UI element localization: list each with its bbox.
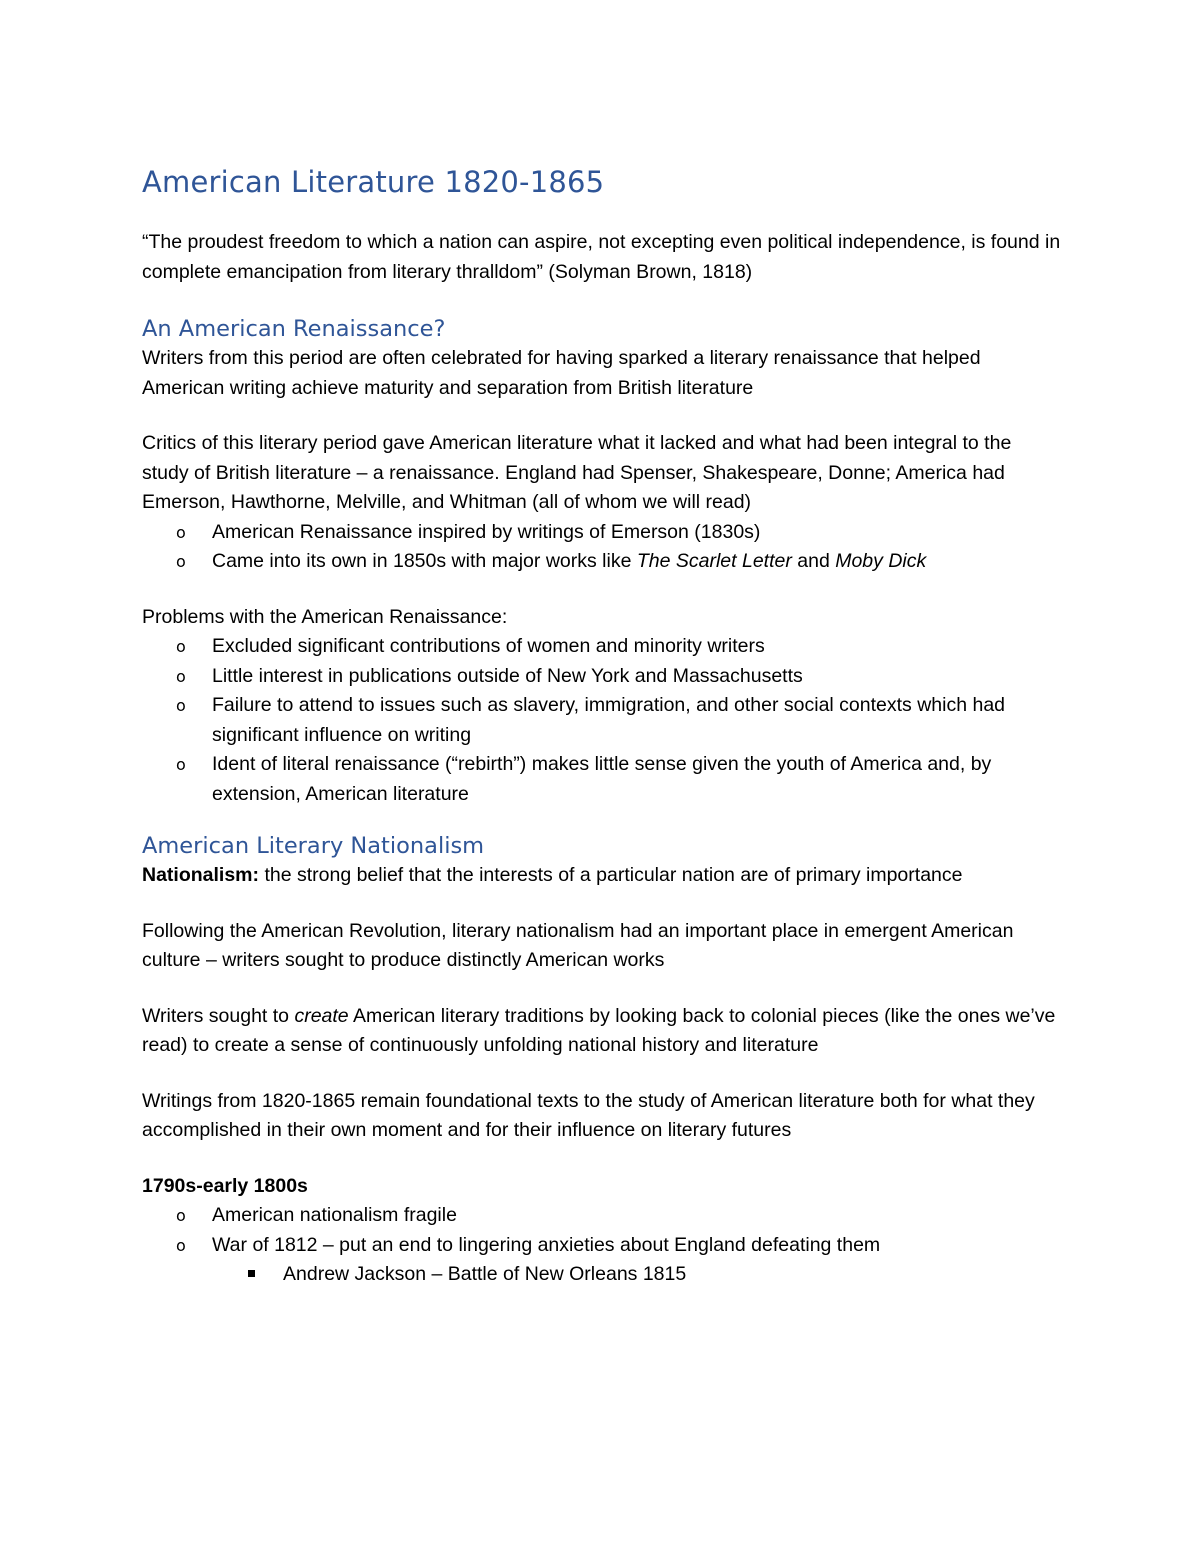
- list-item: [142, 1260, 1062, 1290]
- problems-bullet-list: [142, 632, 1062, 809]
- spacer: [142, 577, 1062, 603]
- nationalism-paragraph-2: [142, 1002, 1062, 1061]
- renaissance-paragraph-1: Writers from this period are often celebrated for having sparked a literary renaissance that helped American writing achieve maturity and separation from British literature: [142, 347, 981, 399]
- nationalism-paragraph-1: Following the American Revolution, literary nationalism had an important place in emergent American culture – writers sought to produce distinctly American works: [142, 919, 1014, 971]
- list-item: [142, 518, 1062, 548]
- spacer: [142, 403, 1062, 429]
- list-item: [142, 662, 1062, 692]
- spacer: [142, 1061, 1062, 1087]
- square-bullet-icon: [248, 1270, 255, 1277]
- circle-bullet-icon: o: [176, 666, 186, 686]
- spacer: [142, 809, 1062, 831]
- circle-bullet-icon: o: [176, 522, 186, 542]
- circle-bullet-icon: o: [176, 1206, 186, 1225]
- nationalism-paragraph-3: Writings from 1820-1865 remain foundational texts to the study of American literature both for what they accomplished in their own moment and for their influence on literary futures: [142, 1089, 1035, 1141]
- renaissance-paragraph-2: Critics of this literary period gave American literature what it lacked and what had been integral to the study of British literature – a renaissance. England had Spenser, Shakespeare, Donne; America had Emerson, Hawthorne, Melville, and Whitman (all of whom we will read): [142, 432, 1012, 513]
- circle-bullet-icon: o: [176, 637, 186, 656]
- list-item: [142, 547, 1062, 577]
- circle-bullet-icon: o: [176, 552, 186, 571]
- list-item-text: Came into its own in 1850s with major works like: [212, 550, 637, 572]
- list-item-text: Failure to attend to issues such as slavery, immigration, and other social contexts which had significant influence on writing: [212, 694, 1006, 746]
- circle-bullet-icon: o: [176, 1235, 186, 1255]
- page-title: American Literature 1820-1865: [142, 165, 605, 199]
- epigraph-quote: “The proudest freedom to which a nation can aspire, not excepting even political independence, is found in complete emancipation from literary thralldom” (Solyman Brown, 1818): [142, 231, 1061, 283]
- paragraph-text: Writers sought to: [142, 1004, 295, 1027]
- list-item-text: War of 1812 – put an end to lingering anxieties about England defeating them: [212, 1233, 881, 1256]
- spacer: [142, 891, 1062, 917]
- section-heading-nationalism: American Literary Nationalism: [142, 833, 485, 859]
- list-item: [142, 750, 1062, 809]
- list-item-text: Andrew Jackson – Battle of New Orleans 1815: [283, 1263, 687, 1285]
- definition-term: Nationalism:: [142, 864, 260, 886]
- list-item-text: American nationalism fragile: [212, 1204, 457, 1226]
- problems-intro: Problems with the American Renaissance:: [142, 605, 508, 628]
- paragraph-text: American literary traditions by looking back to colonial pieces (like the ones we’ve read) to create a sense of continuously unfolding national history and literature: [142, 1004, 1056, 1056]
- emphasis-create: create: [294, 1004, 349, 1027]
- circle-bullet-icon: o: [176, 755, 186, 774]
- nationalism-definition: [142, 861, 1062, 891]
- list-item: [142, 632, 1062, 662]
- circle-bullet-icon: o: [176, 696, 186, 715]
- book-title-scarlet-letter: The Scarlet Letter: [636, 550, 792, 572]
- spacer: [142, 976, 1062, 1002]
- era-sub-bullet-list: [142, 1260, 1062, 1290]
- spacer: [142, 1146, 1062, 1172]
- list-item-text: Little interest in publications outside of New York and Massachusetts: [212, 664, 803, 687]
- book-title-moby-dick: Moby Dick: [835, 550, 927, 572]
- list-item-text: Ident of literal renaissance (“rebirth”) makes little sense given the youth of America and, by extension, American literature: [212, 753, 992, 805]
- list-item: [142, 1201, 1062, 1231]
- list-item-text: and: [791, 550, 836, 572]
- definition-text: the strong belief that the interests of a particular nation are of primary importance: [259, 864, 963, 886]
- era-bullet-list: [142, 1201, 1062, 1260]
- list-item-text: Excluded significant contributions of women and minority writers: [212, 635, 765, 657]
- list-item-text: American Renaissance inspired by writings of Emerson (1830s): [212, 520, 761, 543]
- document-body: [142, 162, 1062, 1290]
- spacer: [142, 287, 1062, 314]
- list-item: [142, 1231, 1062, 1261]
- section-heading-renaissance: An American Renaissance?: [142, 316, 446, 342]
- list-item: [142, 691, 1062, 750]
- subheading-1790s: 1790s-early 1800s: [142, 1174, 308, 1197]
- renaissance-bullet-list: [142, 518, 1062, 577]
